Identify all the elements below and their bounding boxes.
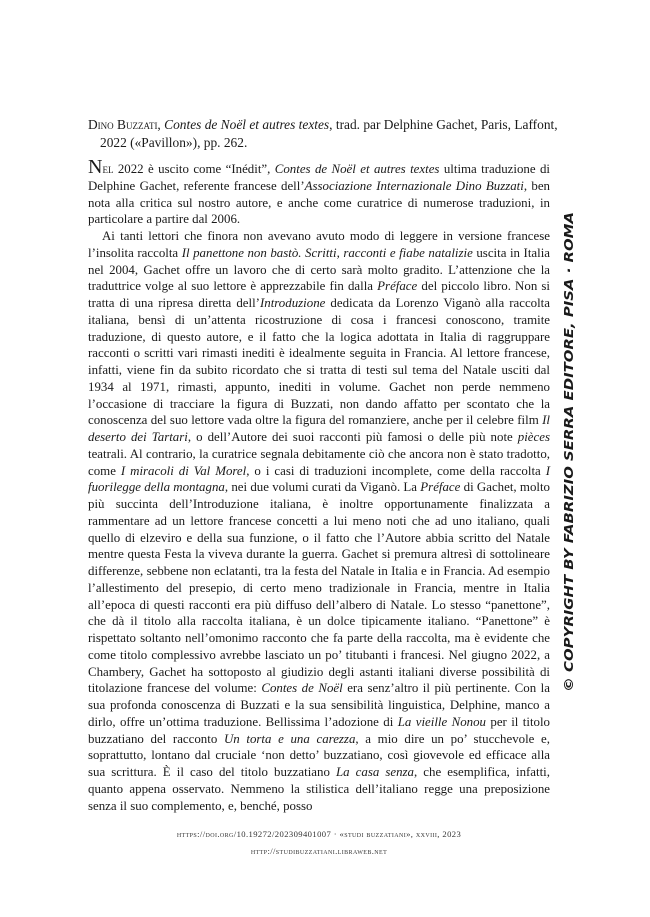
copyright-vertical: [557, 207, 581, 697]
italic-run: Introduzione: [259, 296, 326, 310]
italic-run: Contes de Noël: [261, 681, 343, 696]
copyright-notice: [557, 207, 581, 697]
italic-run: Un torta e una carezza: [223, 731, 356, 746]
reviewed-details: , trad. par Delphine Gachet, Paris, Laffont, 2022 («Pavillon»), pp. 262.: [100, 117, 558, 150]
lead-words: el 2022: [102, 162, 144, 176]
italic-run: I miracoli di Val Morel: [120, 463, 247, 478]
text-run: per il titolo buzzatiano del racconto: [88, 714, 550, 746]
italic-run: I fuorilegge della montagna: [88, 463, 551, 495]
italic-run: Il panettone non bastò. Scritti, racconti e fiabe natalizie: [181, 245, 473, 260]
text-run: di Gachet, molto più succinta dell’Introduzione italiana, è inoltre opportunamente finalizzata a rammentare ad un lettore francese concetti a lui meno noti che ad uno italiano, quali quello di elzeviro e della sua funzione, o il fatto che l’Autore abbia scritto del Natale mentre questa Festa la viveva durante la guerra. Gachet si premura altresì di sottolineare differenze, sebbene non eclatanti, tra la festa del Natale in Italia e in Francia. Ad esempio l’allestimento del presepio, di certo meno tradizionale in Francia, mentre in Italia all’epoca di questi racconti era più diffuso dell’albero di Natale. Lo stesso “panettone”, che dà il titolo alla raccolta italiana, è un dolce tipicamente italiano. “Panettone” è rispettato soltanto nell’omonimo racconto che fa parte della raccolta, ma è evidente che come titolo complessivo avrebbe lasciato un po’ titubanti i francesi. Nel giugno 2022, a Chambery, Gachet ha sottoposto al giudizio degli astanti italiani diverse possibilità di titolazione francese del volume:: [88, 480, 550, 696]
text-run: ultima traduzione di Delphine Gachet, referente francese dell’: [88, 162, 550, 193]
text-run: , nei due volumi curati da Viganò. La: [224, 480, 421, 495]
text-run: dedicata da Lorenzo Viganò alla raccolta italiana, bensì di un’attenta ricostruzione di cosa i francesi conoscono, tramite traduzione, di questo autore, e il fatto che la logica adottata in Italia di raggruppare racconti o scritti vari rimasti inediti è idealmente seguita in Francia. Al lettore francese, infatti, viene fin da subito ricordato che si tratta di testi sul tema del Natale usciti dal 1934 al 1971, rimasti, appunto, inediti in volume. Gachet non perde nemmeno l’occasione di tracciare la figura di Buzzati, non dando affatto per scontato che la conoscenza del suo lettore vada oltre la figura del romanziere, anche per il celebre film: [88, 296, 550, 428]
text-run: , ben nota alla critica sul nostro autore, e anche come curatrice di numerose traduzioni, in particolare a partire dal 2006.: [88, 178, 551, 227]
review-reference: [88, 116, 562, 152]
text-run: , che esemplifica, infatti, quanto appena osservato. Nemmeno la stilistica dell’italiano regge una preposizione senza il suo complemento, e, benché, posso: [88, 765, 550, 813]
text-run: , o dell’Autore dei suoi racconti più famosi o delle più note: [187, 430, 518, 444]
italic-run: Associazione Internazionale Dino Buzzati: [304, 178, 524, 193]
text-run: Ai tanti lettori che finora non avevano avuto modo di leggere in versione francese l’insolita raccolta: [88, 229, 550, 260]
text-run: , a mio dire un po’ stucchevole e, soprattutto, lontano dal cruciale ‘non detto’ buzzatiano, così giovevole ed efficace alla sua scrittura. È il caso del titolo buzzatiano: [88, 731, 550, 779]
text-run: , o i casi di traduzioni incomplete, come della raccolta: [246, 463, 546, 478]
drop-initial: N: [88, 156, 103, 178]
text-run: uscita in Italia nel 2004, Gachet offre un lavoro che di certo sarà molto gradito. L’attenzione che la traduttrice volge al suo lettore è apprezzabile fin dalla: [88, 245, 551, 294]
footer-doi: https://doi.org/10.19272/202309401007 · «studi buzzatiani», xxviii, 2023: [176, 829, 462, 839]
footer-url: http://studibuzzatiani.libraweb.net: [250, 846, 388, 856]
text-run: del piccolo libro. Non si tratta di una ripresa diretta dell’: [88, 279, 550, 310]
copyright-text: © COPYRIGHT BY FABRIZIO SERRA EDITORE, PISA · ROMA: [561, 288, 576, 692]
italic-run: Préface: [420, 480, 461, 495]
reviewed-author: Dino Buzzati,: [88, 117, 161, 132]
text-run: teatrali. Al contrario, la curatrice segnala debitamente ciò che ancora non è stato tradotto, come: [88, 446, 550, 478]
text-run: è uscito come “Inédit”,: [143, 162, 275, 176]
italic-run: Il deserto dei Tartari: [88, 413, 550, 444]
text-run: era senz’altro il più pertinente. Con la sua profonda conoscenza di Buzzati e la sua sensibilità linguistica, Delphine, manco a dirlo, offre un’ottima traduzione. Bellissima l’adozione di: [88, 681, 550, 729]
italic-run: Préface: [377, 279, 418, 294]
italic-run: La casa senza: [335, 765, 415, 779]
paragraph-1: [88, 156, 551, 228]
paragraph-2: [88, 228, 550, 814]
italic-run: La vieille Nonou: [397, 714, 486, 729]
italic-run: Contes de Noël et autres textes: [274, 162, 440, 176]
italic-run: pièces: [517, 430, 550, 444]
reviewed-title: Contes de Noël et autres textes: [164, 117, 330, 132]
review-body: [88, 156, 551, 814]
